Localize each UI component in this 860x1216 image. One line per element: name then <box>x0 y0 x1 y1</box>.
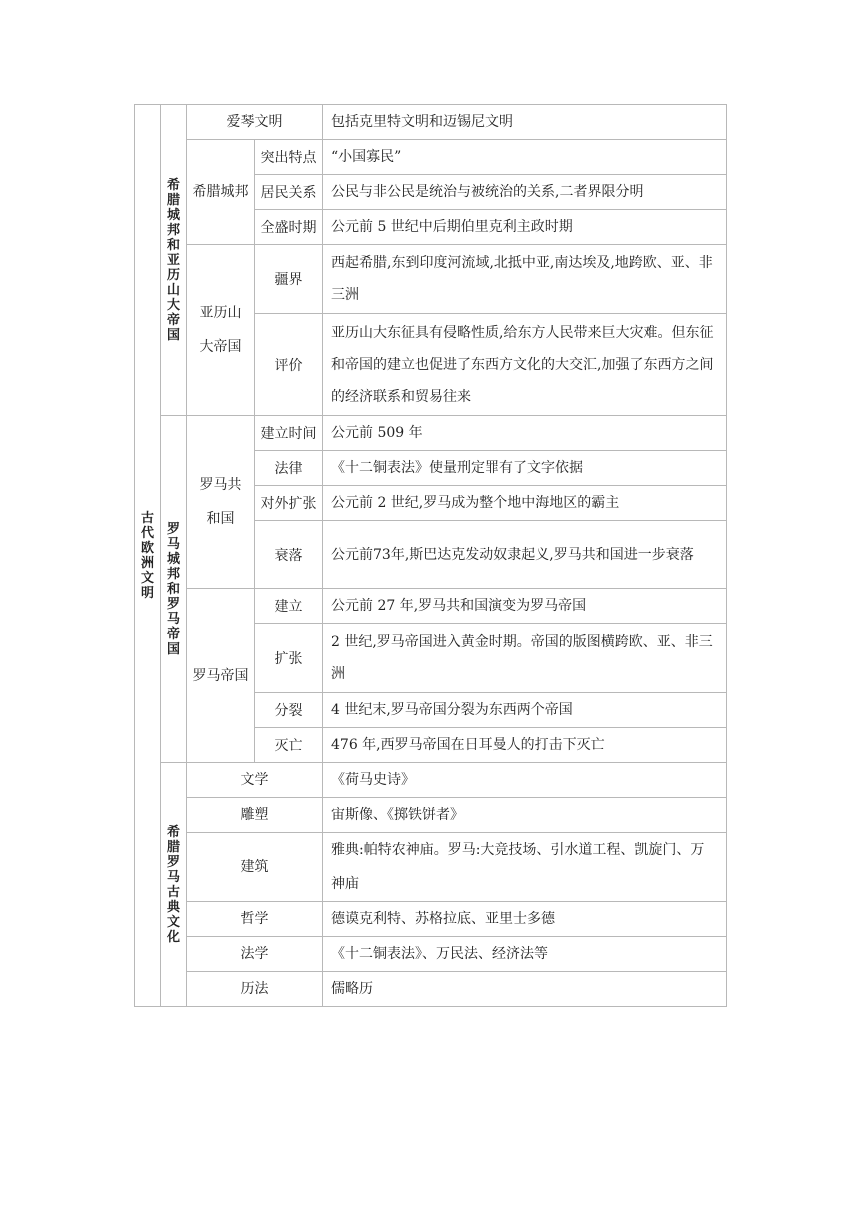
literature-text: 《荷马史诗》 <box>323 763 727 798</box>
aegean-label: 爱琴文明 <box>187 105 323 140</box>
polis-peak-label: 全盛时期 <box>255 210 323 245</box>
table-row <box>135 937 727 972</box>
calendar-text: 儒略历 <box>323 972 727 1007</box>
root-category-label: 古代欧洲文明 <box>140 510 154 601</box>
root-category-cell <box>135 105 161 1007</box>
table-row <box>135 902 727 937</box>
alexander-territory-label: 疆界 <box>255 245 323 314</box>
polis-label: 希腊城邦 <box>187 140 255 245</box>
sculpture-label: 雕塑 <box>187 798 323 833</box>
table-row <box>135 140 727 175</box>
alexander-evaluation-label: 评价 <box>255 314 323 416</box>
alexander-label: 亚历山大帝国 <box>187 245 255 416</box>
architecture-label: 建筑 <box>187 833 323 902</box>
republic-decline-text: 公元前73年,斯巴达克发动奴隶起义,罗马共和国进一步衰落 <box>323 521 727 589</box>
table-row <box>135 972 727 1007</box>
jurisprudence-label: 法学 <box>187 937 323 972</box>
polis-residents-label: 居民关系 <box>255 175 323 210</box>
empire-founded-label: 建立 <box>255 589 323 624</box>
republic-label: 罗马共和国 <box>187 416 255 589</box>
table-row <box>135 416 727 451</box>
section-culture-title: 希腊罗马古典文化 <box>166 824 180 945</box>
section-greece-title: 希腊城邦和亚历山大帝国 <box>166 177 180 343</box>
literature-label: 文学 <box>187 763 323 798</box>
sculpture-text: 宙斯像、《掷铁饼者》 <box>323 798 727 833</box>
table-row <box>135 245 727 280</box>
philosophy-label: 哲学 <box>187 902 323 937</box>
calendar-label: 历法 <box>187 972 323 1007</box>
table-row <box>135 105 727 140</box>
alexander-territory-text: 西起希腊,东到印度河流域,北抵中亚,南达埃及,地跨欧、亚、非三洲 <box>323 245 727 314</box>
jurisprudence-text: 《十二铜表法》、万民法、经济法等 <box>323 937 727 972</box>
republic-decline-label: 衰落 <box>255 521 323 589</box>
empire-expansion-label: 扩张 <box>255 624 323 693</box>
table-row <box>135 833 727 902</box>
section-culture-cell <box>161 763 187 1007</box>
polis-peak-text: 公元前 5 世纪中后期伯里克利主政时期 <box>323 210 727 245</box>
section-rome-cell <box>161 416 187 763</box>
architecture-text: 雅典:帕特农神庙。罗马:大竞技场、引水道工程、凯旋门、万神庙 <box>323 833 727 902</box>
republic-founded-label: 建立时间 <box>255 416 323 451</box>
empire-fall-label: 灭亡 <box>255 728 323 763</box>
republic-founded-text: 公元前 509 年 <box>323 416 727 451</box>
section-greece-cell <box>161 105 187 416</box>
section-rome-title: 罗马城邦和罗马帝国 <box>166 521 180 657</box>
empire-split-text: 4 世纪末,罗马帝国分裂为东西两个帝国 <box>323 693 727 728</box>
aegean-text: 包括克里特文明和迈锡尼文明 <box>323 105 727 140</box>
philosophy-text: 德谟克利特、苏格拉底、亚里士多德 <box>323 902 727 937</box>
polis-features-text: “小国寡民” <box>323 140 727 175</box>
empire-split-label: 分裂 <box>255 693 323 728</box>
empire-fall-text: 476 年,西罗马帝国在日耳曼人的打击下灭亡 <box>323 728 727 763</box>
polis-residents-text: 公民与非公民是统治与被统治的关系,二者界限分明 <box>323 175 727 210</box>
empire-label: 罗马帝国 <box>187 589 255 763</box>
table-row <box>135 589 727 624</box>
knowledge-table <box>134 104 727 1007</box>
republic-law-label: 法律 <box>255 451 323 486</box>
table-row <box>135 798 727 833</box>
republic-expansion-label: 对外扩张 <box>255 486 323 521</box>
republic-expansion-text: 公元前 2 世纪,罗马成为整个地中海地区的霸主 <box>323 486 727 521</box>
table-row <box>135 763 727 798</box>
empire-expansion-text: 2 世纪,罗马帝国进入黄金时期。帝国的版图横跨欧、亚、非三洲 <box>323 624 727 693</box>
empire-founded-text: 公元前 27 年,罗马共和国演变为罗马帝国 <box>323 589 727 624</box>
polis-features-label: 突出特点 <box>255 140 323 175</box>
republic-law-text: 《十二铜表法》使量刑定罪有了文字依据 <box>323 451 727 486</box>
alexander-evaluation-text: 亚历山大东征具有侵略性质,给东方人民带来巨大灾难。但东征和帝国的建立也促进了东西方文化的大交汇,加强了东西方之间的经济联系和贸易往来 <box>323 314 727 416</box>
